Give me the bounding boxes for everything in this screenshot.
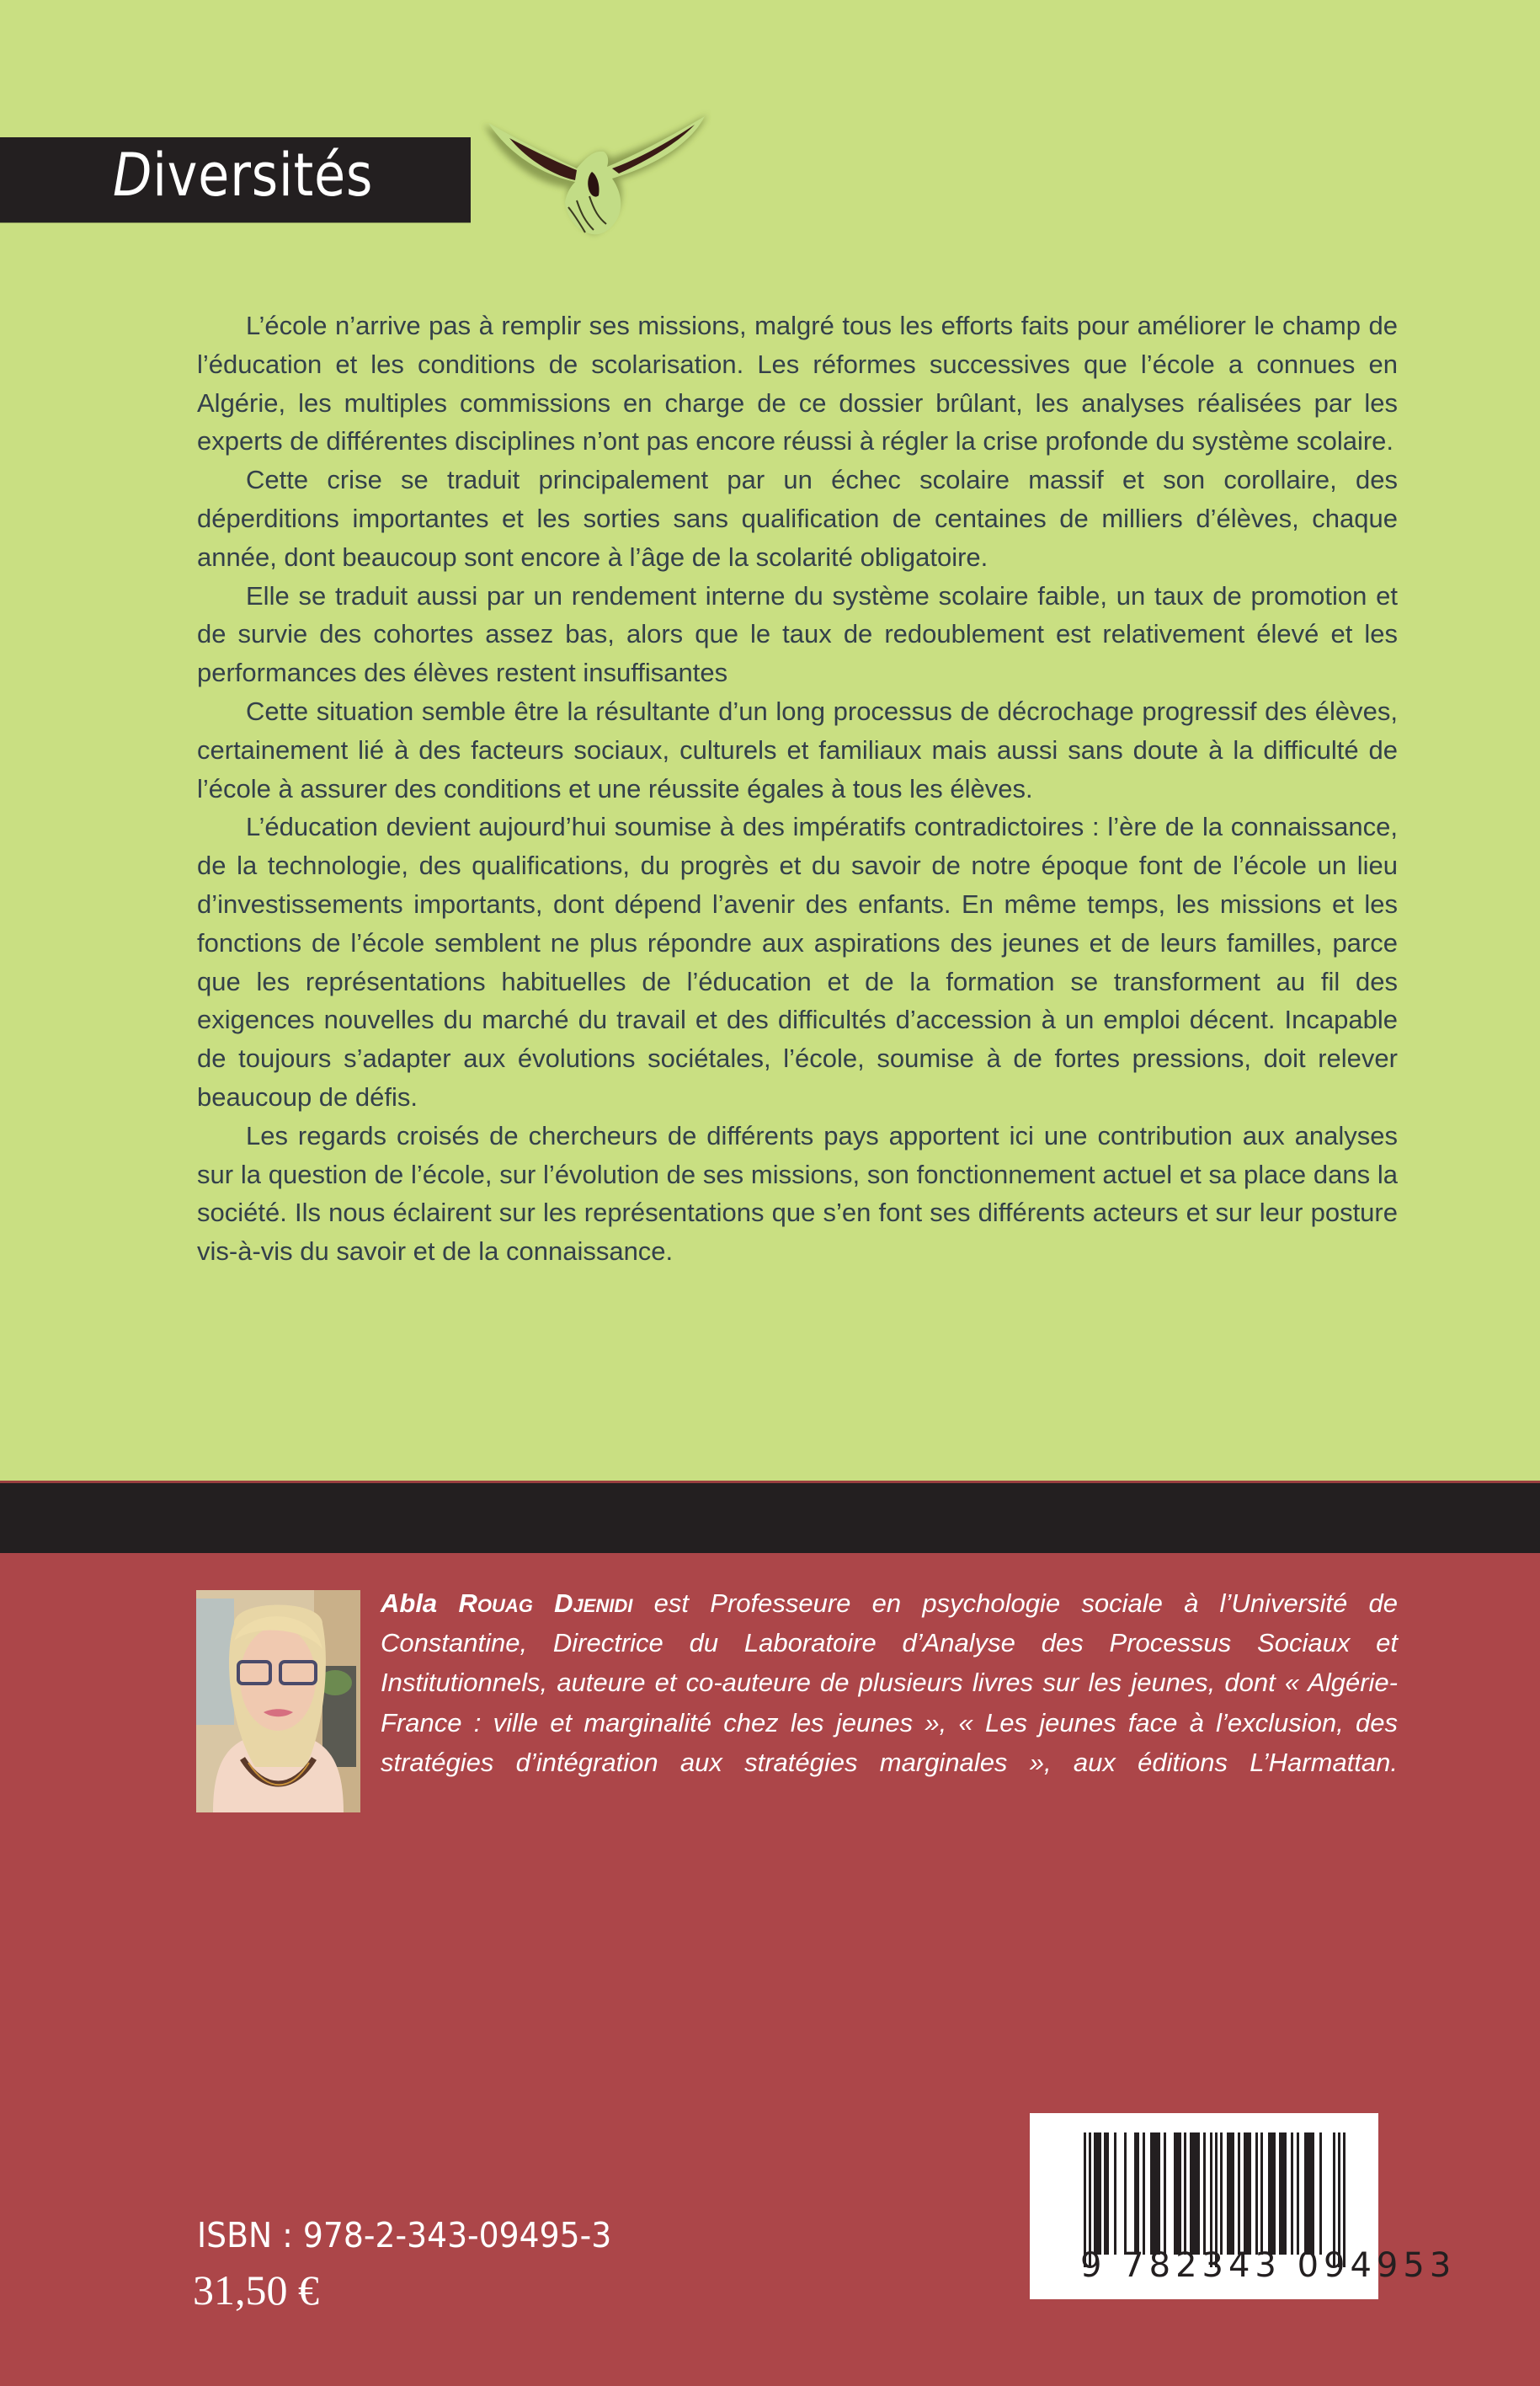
summary-paragraph: L’école n’arrive pas à remplir ses missions, malgré tous les efforts faits pour améliorer le champ de l’éducation et les conditions de scolarisation. Les réformes successives que l’école a connues en Algérie, les multiples commissions en charge de ce dossier brûlant, les analyses réalisées par les experts de différentes disciplines n’ont pas encore réussi à régler la crise profonde du système scolaire. xyxy=(197,311,1398,456)
summary-paragraph: Cette crise se traduit principalement par un échec scolaire massif et son corollaire, des déperditions importantes et les sorties sans qualification de centaines de milliers d’élèves, chaque année, dont beaucoup sont encore à l’âge de la scolarité obligatoire. xyxy=(197,465,1398,572)
series-title xyxy=(113,133,373,217)
author-first-name: Abla xyxy=(381,1588,438,1618)
author-bio-text: est Professeure en psychologie sociale à l’Université de Constantine, Directrice du Laboratoire d’Analyse des Processus Sociaux et Institutionnels, auteure et co-auteure de plusieurs livres sur les jeunes, dont « Algérie-France : ville et marginalité chez les jeunes », « Les jeunes face à l’exclusion, des stratégies d’intégration aux stratégies marginales », aux éditions L’Harmattan. xyxy=(381,1588,1398,1777)
barcode xyxy=(1030,2113,1457,2299)
author-name xyxy=(381,1588,632,1618)
author-bio xyxy=(381,1583,1398,1782)
series-title-initial: D xyxy=(113,141,153,210)
black-band xyxy=(0,1483,1540,1553)
author-last-name: Rouag Djenidi xyxy=(458,1588,633,1618)
back-cover-summary xyxy=(197,307,1398,1271)
summary-paragraph: Cette situation semble être la résultante d’un long processus de décrochage progressif des élèves, certainement lié à des facteurs sociaux, culturels et familiaux mais aussi sans doute à la difficulté de l’école à assurer des conditions et une réussite égales à tous les élèves. xyxy=(197,696,1398,803)
isbn: ISBN : 978-2-343-09495-3 xyxy=(197,2215,612,2255)
author-portrait-icon xyxy=(196,1590,360,1812)
price: 31,50 € xyxy=(193,2266,319,2314)
author-photo xyxy=(196,1590,360,1812)
summary-paragraph: Les regards croisés de chercheurs de différents pays apportent ici une contribution aux analyses sur la question de l’école, sur l’évolution de ses missions, son fonctionnement actuel et sa place dans la société. Ils nous éclairent sur les représentations que s’en font ses différents acteurs et sur leur posture vis-à-vis du savoir et de la connaissance. xyxy=(197,1120,1398,1267)
barcode-digits: 9 782343 094953 xyxy=(1080,2246,1457,2285)
dove-icon xyxy=(467,108,711,243)
series-title-rest: iversités xyxy=(152,141,374,210)
summary-paragraph: Elle se traduit aussi par un rendement interne du système scolaire faible, un taux de promotion et de survie des cohortes assez bas, alors que le taux de redoublement est relativement élevé et les performances des élèves restent insuffisantes xyxy=(197,580,1398,688)
summary-paragraph: L’éducation devient aujourd’hui soumise à des impératifs contradictoires : l’ère de la connaissance, de la technologie, des qualifications, du progrès et du savoir de notre époque font de l’école un lieu d’investissements importants, dont dépend l’avenir des enfants. En même temps, les missions et les fonctions de l’école semblent ne plus répondre aux aspirations des jeunes et de leurs familles, parce que les représentations habituelles de l’éducation et de la formation se transforment au fil des exigences nouvelles du marché du travail et des difficultés d’accession à un emploi décent. Incapable de toujours s’adapter aux évolutions sociétales, l’école, soumise à de fortes pressions, doit relever beaucoup de défis. xyxy=(197,812,1398,1112)
